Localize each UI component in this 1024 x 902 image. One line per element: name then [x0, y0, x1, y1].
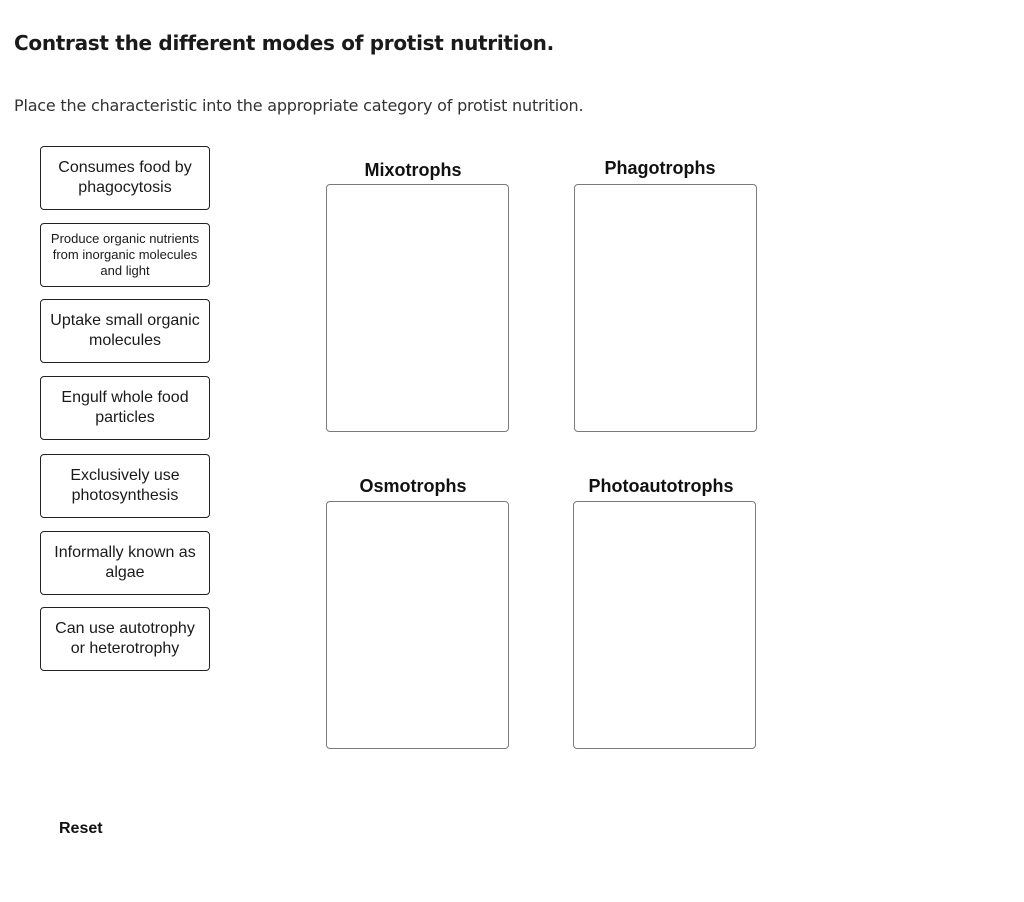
- chip-informally-known-as-algae[interactable]: Informally known as algae: [40, 531, 210, 595]
- drop-zone-mixotrophs[interactable]: [326, 184, 509, 432]
- chip-produce-organic-nutrients[interactable]: Produce organic nutrients from inorganic molecules and light: [40, 223, 210, 287]
- drop-zone-osmotrophs[interactable]: [326, 501, 509, 749]
- chip-engulf-whole-food-particles[interactable]: Engulf whole food particles: [40, 376, 210, 440]
- question-instruction: Place the characteristic into the appropriate category of protist nutrition.: [14, 96, 584, 115]
- drop-zone-phagotrophs[interactable]: [574, 184, 757, 432]
- chip-consumes-food-phagocytosis[interactable]: Consumes food by phagocytosis: [40, 146, 210, 210]
- reset-button[interactable]: Reset: [59, 820, 103, 837]
- chip-exclusively-use-photosynthesis[interactable]: Exclusively use photosynthesis: [40, 454, 210, 518]
- category-label-photoautotrophs: Photoautotrophs: [588, 476, 734, 496]
- category-label-osmotrophs: Osmotrophs: [359, 476, 467, 496]
- drop-zone-photoautotrophs[interactable]: [573, 501, 756, 749]
- chip-autotrophy-or-heterotrophy[interactable]: Can use autotrophy or heterotrophy: [40, 607, 210, 671]
- category-label-phagotrophs: Phagotrophs: [604, 158, 716, 178]
- category-label-mixotrophs: Mixotrophs: [364, 160, 462, 180]
- chip-uptake-small-organic-molecules[interactable]: Uptake small organic molecules: [40, 299, 210, 363]
- question-title: Contrast the different modes of protist nutrition.: [14, 31, 554, 55]
